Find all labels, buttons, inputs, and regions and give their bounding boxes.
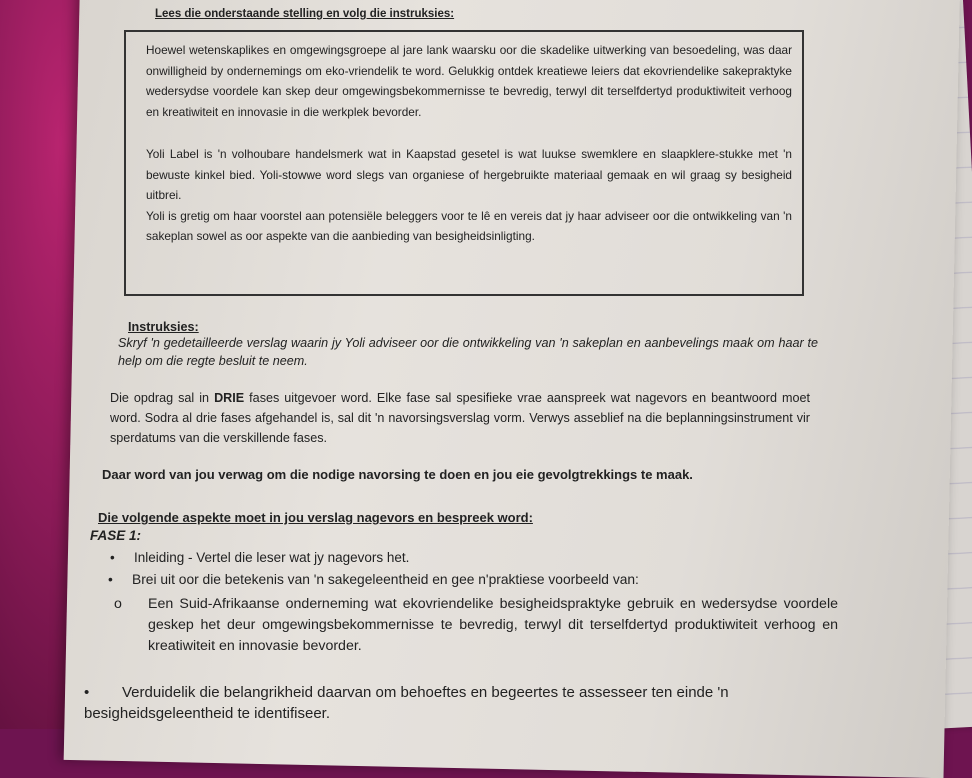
- bullet-text: Inleiding - Vertel die leser wat jy nagevors het.: [134, 550, 410, 565]
- scenario-paragraph-1: Hoewel wetenskaplikes en omgewingsgroepe al jare lank waarsku oor die skadelike uitwerking van besoedeling, was daar onwilligheid by ondernemings om eko-vriendelik te word. Gelukkig ontdek kreatiewe leiers dat ekovriendelike sakepraktyke wedersydse voordele kan skep deur omgewingsbekommernisse te bevredig, terwyl dit terselfdertyd produktiwiteit verhoog en kreatiwiteit en innovasie in die werkplek bevorder.: [146, 43, 792, 119]
- scenario-paragraph-3: Yoli is gretig om haar voorstel aan potensiële beleggers voor te lê en vereis dat jy haar adviseer oor die ontwikkeling van 'n sakeplan sowel as oor aspekte van die aanbieding van besigheidsinligting.: [146, 208, 792, 243]
- bullet-icon: •: [110, 550, 115, 565]
- bullet-icon: •: [84, 684, 90, 701]
- task-text-end: fases uitgevoer word. Elke fase sal spesifieke vrae aanspreek wat nagevors en beantwoord moet word. Sodra al drie fases afgehandel is, sal dit 'n navorsingsverslag vorm. Verwys asseblief na die beplanningsinstrument vir sperdatums van die verskillende fases.: [110, 391, 810, 445]
- sub-bullet-text: Een Suid-Afrikaanse onderneming wat ekovriendelike besigheidspraktyke gebruik en wedersydse voordele geskep het deur omgewingsbekommernisse te bevredig, terwyl dit terselfdertyd produktiwiteit verhoog en kreatiwiteit en innovasie bevorder.: [148, 596, 838, 654]
- bullet-text: Brei uit oor die betekenis van 'n sakegeleentheid en gee n'praktiese voorbeeld van:: [132, 572, 639, 587]
- aspects-title: Die volgende aspekte moet in jou verslag nagevors en bespreek word:: [98, 510, 533, 525]
- list-item: [108, 572, 639, 587]
- research-note: Daar word van jou verwag om die nodige navorsing te doen en jou eie gevolgtrekkings te maak.: [102, 467, 693, 482]
- bullet-icon: •: [108, 572, 113, 587]
- list-item: [110, 550, 409, 565]
- sub-bullet-icon: o: [114, 596, 122, 612]
- task-phase-count: DRIE: [214, 391, 245, 405]
- task-description: [110, 388, 810, 448]
- list-item: [84, 682, 824, 724]
- scenario-box: [124, 30, 804, 296]
- instructions-title: Instruksies:: [128, 320, 199, 334]
- bullet-text: Verduidelik die belangrikheid daarvan om behoeftes en begeertes te assesseer ten einde 'n besigheidsgeleentheid te identifiseer.: [84, 684, 729, 722]
- task-text-start: Die opdrag sal in: [110, 391, 215, 405]
- worksheet-heading: Lees die onderstaande stelling en volg die instruksies:: [155, 8, 455, 20]
- scenario-paragraph-2: Yoli Label is 'n volhoubare handelsmerk wat in Kaapstad gesetel is wat luukse swemklere en slaapklere-stukke met 'n bewuste kinkel bied. Yoli-stowwe word slegs van organiese of hergebruikte materiaal gemaak en wil graag sy besigheid uitbrei.: [146, 147, 792, 202]
- phase-label: FASE 1:: [90, 528, 142, 543]
- sub-list-item: [114, 594, 838, 657]
- worksheet-content: [84, 0, 838, 729]
- instructions-text: Skryf 'n gedetailleerde verslag waarin jy Yoli adviseer oor die ontwikkeling van 'n sakeplan en aanbevelings maak om haar te help om die regte besluit te neem.: [118, 336, 818, 368]
